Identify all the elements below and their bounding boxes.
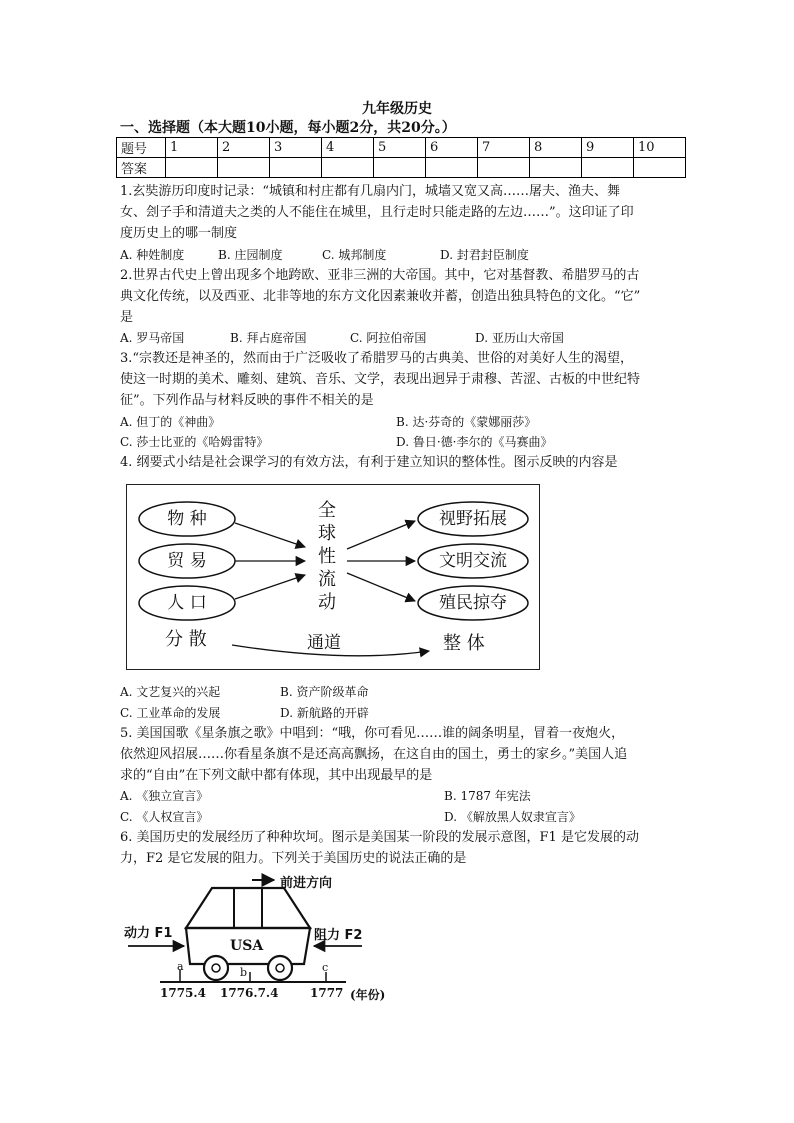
center-char: 动 (318, 592, 336, 613)
answer-table-label: 答案 (117, 158, 166, 178)
question-number: 8 (530, 138, 582, 158)
force1-label: 动力 F1 (124, 926, 173, 941)
q1-option-c[interactable]: C. 城邦制度 (322, 248, 387, 262)
arrow (235, 575, 305, 599)
q5-option-a[interactable]: A. 《独立宣言》 (120, 789, 209, 803)
question-number: 9 (582, 138, 634, 158)
question-number: 3 (270, 138, 322, 158)
car-label: USA (230, 938, 264, 954)
center-char: 流 (318, 569, 336, 590)
force2-label: 阻力 F2 (314, 928, 363, 943)
axis-label: (年份) (350, 988, 386, 1002)
answer-cell[interactable] (426, 158, 478, 178)
q1-line: 度历史上的哪一制度 (120, 226, 238, 241)
q5-option-b[interactable]: B. 1787 年宪法 (444, 789, 531, 803)
car-cabin (186, 888, 310, 928)
arrow (347, 573, 415, 601)
q2-option-a[interactable]: A. 罗马帝国 (120, 331, 185, 345)
q2-line: 典文化传统，以及西亚、北非等地的东方文化因素兼收并蓄，创造出独具特色的文化。“它” (120, 289, 641, 304)
bottom-label-mid: 通道 (307, 633, 341, 653)
car-wheel (204, 956, 228, 980)
q3-option-a[interactable]: A. 但丁的《神曲》 (120, 415, 221, 429)
answer-cell[interactable] (478, 158, 530, 178)
center-char: 全 (318, 500, 336, 521)
bottom-label-right: 整 体 (443, 633, 485, 654)
q4-option-a[interactable]: A. 文艺复兴的兴起 (120, 685, 221, 699)
q1-line: 女、刽子手和清道夫之类的人不能住在城里，且行走时只能走路的左边……”。这印证了印 (120, 205, 634, 220)
q1-option-d[interactable]: D. 封君封臣制度 (440, 248, 529, 262)
node-label: 贸 易 (167, 551, 207, 571)
question-number: 6 (426, 138, 478, 158)
q6-figure (124, 872, 414, 1012)
q6-line: 6. 美国历史的发展经历了种种坎坷。图示是美国某一阶段的发展示意图，F1 是它发展的动 (120, 830, 639, 845)
year-label: 1777 (310, 986, 344, 1000)
answer-cell[interactable] (374, 158, 426, 178)
q3-option-b[interactable]: B. 达·芬奇的《蒙娜丽莎》 (396, 415, 537, 429)
answer-table (116, 137, 686, 178)
q6-line: 力，F2 是它发展的阻力。下列关于美国历史的说法正确的是 (120, 851, 467, 866)
answer-cell[interactable] (530, 158, 582, 178)
q3-line: 征”。下列作品与材料反映的事件不相关的是 (120, 393, 374, 408)
q3-option-c[interactable]: C. 莎士比亚的《哈姆雷特》 (120, 435, 269, 449)
q1-line: 1.玄奘游历印度时记录：“城镇和村庄都有几扇内门，城墙又宽又高……屠夫、渔夫、舞 (120, 184, 621, 199)
point-label: c (322, 961, 329, 974)
year-label: 1775.4 (160, 986, 206, 1000)
answer-cell[interactable] (270, 158, 322, 178)
answer-cell[interactable] (218, 158, 270, 178)
center-label (313, 499, 341, 614)
node-label: 殖民掠夺 (439, 593, 507, 613)
question-number: 4 (322, 138, 374, 158)
q4-option-b[interactable]: B. 资产阶级革命 (280, 685, 369, 699)
bottom-label-left: 分 散 (165, 629, 207, 650)
answer-table-label: 题号 (117, 138, 166, 158)
node-label: 文明交流 (439, 551, 507, 571)
q2-option-c[interactable]: C. 阿拉伯帝国 (350, 331, 427, 345)
year-label: 1776.7.4 (220, 986, 279, 1000)
q2-line: 2.世界古代史上曾出现多个地跨欧、亚非三洲的大帝国。其中，它对基督教、希腊罗马的古 (120, 268, 640, 283)
q4-option-d[interactable]: D. 新航路的开辟 (280, 706, 369, 720)
car-wheel (268, 956, 292, 980)
question-number: 10 (634, 138, 686, 158)
question-number: 1 (166, 138, 218, 158)
q1-option-b[interactable]: B. 庄园制度 (218, 248, 283, 262)
q3-line: 3.“宗教还是神圣的，然而由于广泛吸收了希腊罗马的古典美、世俗的对美好人生的渴望， (120, 351, 634, 366)
q5-option-d[interactable]: D. 《解放黑人奴隶宣言》 (444, 810, 581, 824)
center-char: 球 (318, 523, 336, 544)
node-label: 人 口 (167, 593, 207, 613)
q5-line: 求的“自由”在下列文献中都有体现，其中出现最早的是 (120, 768, 433, 783)
node-label: 视野拓展 (439, 509, 507, 529)
direction-label: 前进方向 (280, 876, 333, 891)
q1-option-a[interactable]: A. 种姓制度 (120, 248, 185, 262)
arrow (347, 521, 415, 549)
arrow (235, 523, 305, 547)
q3-line: 使这一时期的美术、雕刻、建筑、音乐、文学，表现出迥异于肃穆、苦涩、古板的中世纪特 (120, 372, 641, 387)
q5-line: 依然迎风招展……你看星条旗不是还高高飘扬，在这自由的国土，勇士的家乡。”美国人追 (120, 747, 628, 762)
answer-cell[interactable] (634, 158, 686, 178)
q5-option-c[interactable]: C. 《人权宣言》 (120, 810, 209, 824)
section-heading: 一、选择题（本大题10小题，每小题2分，共20分。） (120, 120, 456, 136)
q4-line: 4. 纲要式小结是社会课学习的有效方法，有利于建立知识的整体性。图示反映的内容是 (120, 455, 618, 470)
q4-option-c[interactable]: C. 工业革命的发展 (120, 706, 221, 720)
q3-option-d[interactable]: D. 鲁日·德·李尔的《马赛曲》 (396, 435, 553, 449)
point-label: b (240, 966, 248, 979)
q2-option-d[interactable]: D. 亚历山大帝国 (475, 331, 564, 345)
center-char: 性 (318, 546, 336, 567)
point-label: a (177, 960, 184, 973)
page-title: 九年级历史 (362, 101, 432, 117)
answer-cell[interactable] (582, 158, 634, 178)
question-number: 7 (478, 138, 530, 158)
answer-cell[interactable] (166, 158, 218, 178)
q2-line: 是 (120, 310, 134, 325)
question-number: 5 (374, 138, 426, 158)
node-label: 物 种 (167, 509, 207, 529)
answer-cell[interactable] (322, 158, 374, 178)
question-number: 2 (218, 138, 270, 158)
q2-option-b[interactable]: B. 拜占庭帝国 (230, 331, 307, 345)
q5-line: 5. 美国国歌《星条旗之歌》中唱到：“哦，你可看见……谁的阔条明星，冒着一夜炮火， (120, 726, 625, 741)
q4-diagram (126, 484, 540, 670)
